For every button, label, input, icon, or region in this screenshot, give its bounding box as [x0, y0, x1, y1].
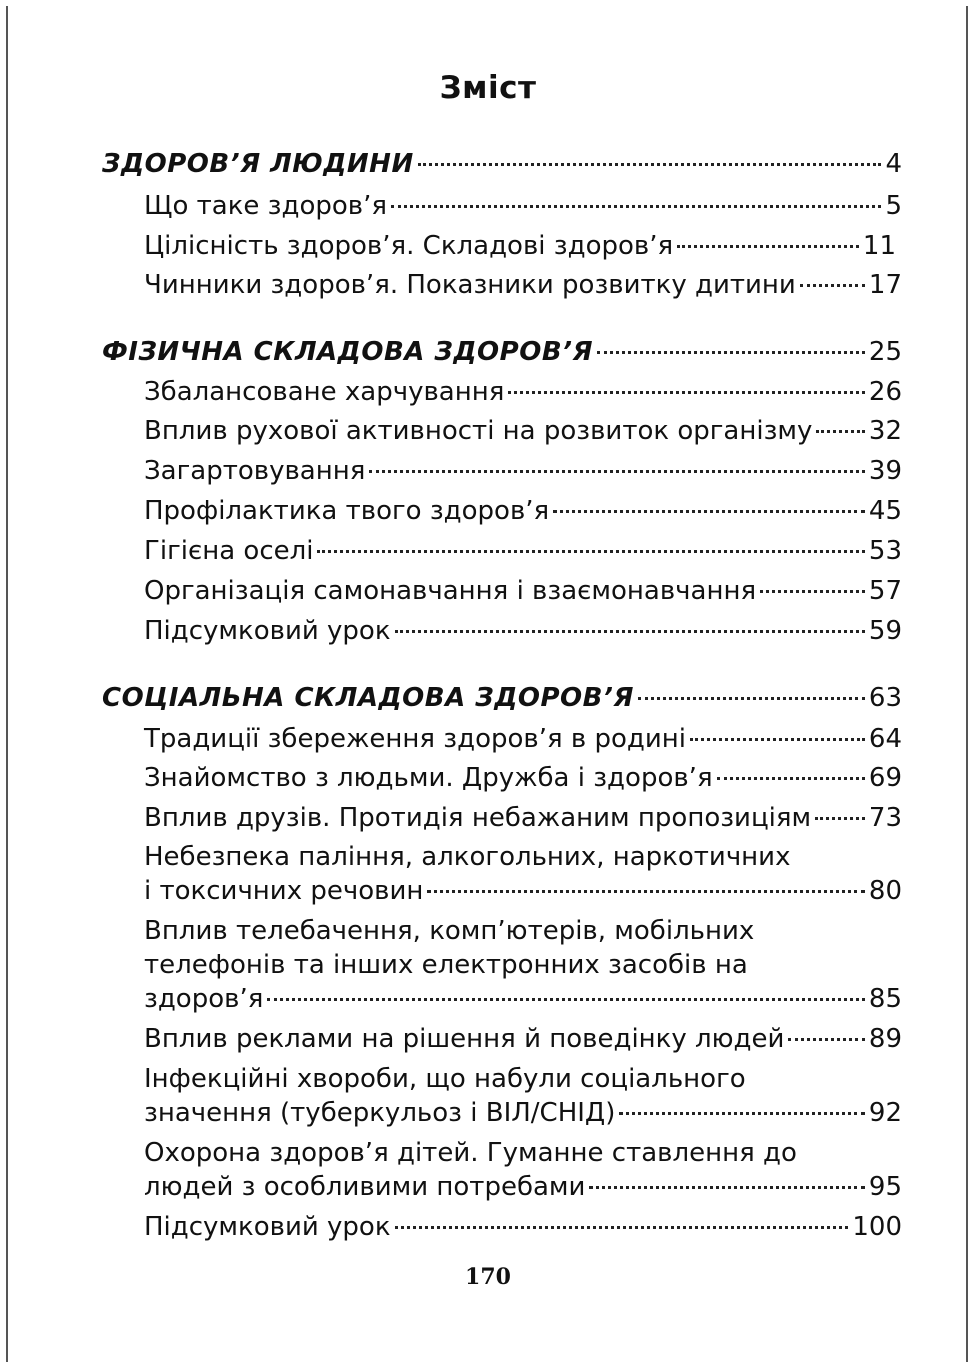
- section-title: ЗДОРОВ’Я ЛЮДИНИ: [102, 149, 414, 179]
- page-ref: 39: [868, 456, 902, 486]
- dot-leader: [717, 776, 865, 780]
- page-ref: 53: [868, 536, 902, 566]
- dot-leader: [395, 629, 865, 633]
- toc-item[interactable]: [144, 840, 902, 908]
- item-title: Вплив реклами на рішення й поведінку людей: [144, 1024, 785, 1054]
- page-ref: 17: [868, 270, 902, 300]
- item-title: Чинники здоров’я. Показники розвитку дитини: [144, 270, 796, 300]
- page-ref: 26: [868, 377, 902, 407]
- toc-item[interactable]: [144, 574, 902, 608]
- page-ref: 45: [868, 496, 902, 526]
- page-ref: 4: [885, 149, 902, 179]
- page-number: 170: [465, 1264, 511, 1290]
- dot-leader: [619, 1111, 865, 1115]
- dot-leader: [690, 737, 865, 741]
- item-title: людей з особливими потребами: [144, 1172, 586, 1202]
- dot-leader: [816, 429, 864, 433]
- toc-section[interactable]: [102, 335, 902, 369]
- dot-leader: [391, 204, 881, 208]
- page-ref: 63: [868, 683, 902, 713]
- section-title: СОЦІАЛЬНА СКЛАДОВА ЗДОРОВ’Я: [102, 683, 634, 713]
- item-title: значення (туберкульоз і ВІЛ/СНІД): [144, 1098, 616, 1128]
- page-ref: 100: [852, 1212, 902, 1242]
- dot-leader: [395, 1225, 849, 1229]
- item-title: Загартовування: [144, 456, 366, 486]
- page-ref: 85: [868, 984, 902, 1014]
- page-ref: 5: [885, 191, 902, 221]
- dot-leader: [677, 244, 859, 248]
- dot-leader: [369, 469, 865, 473]
- section-title: ФІЗИЧНА СКЛАДОВА ЗДОРОВ’Я: [102, 337, 594, 367]
- toc-item[interactable]: [144, 414, 902, 448]
- item-title-line: Вплив телебачення, комп’ютерів, мобільних: [144, 916, 755, 946]
- toc-title: Зміст: [439, 70, 537, 106]
- toc-section[interactable]: [102, 681, 902, 715]
- toc-item[interactable]: [144, 1210, 902, 1244]
- item-title: Що таке здоров’я: [144, 191, 388, 221]
- dot-leader: [317, 549, 864, 553]
- item-title-line: Охорона здоров’я дітей. Гуманне ставлення до: [144, 1138, 797, 1168]
- toc-item[interactable]: [144, 189, 902, 223]
- item-title: Традиції збереження здоров’я в родині: [144, 724, 686, 754]
- dot-leader: [760, 589, 865, 593]
- toc-item[interactable]: [144, 1136, 902, 1204]
- page-ref: 95: [868, 1172, 902, 1202]
- item-title: Цілісність здоров’я. Складові здоров’я: [144, 231, 674, 261]
- item-title-line: Небезпека паління, алкогольних, наркотичних: [144, 842, 791, 872]
- dot-leader: [638, 696, 865, 700]
- page-ref: 32: [868, 416, 902, 446]
- item-title: Підсумковий урок: [144, 616, 391, 646]
- dot-leader: [508, 390, 865, 394]
- toc-item[interactable]: [144, 534, 902, 568]
- page-ref: 80: [868, 876, 902, 906]
- item-title: Профілактика твого здоров’я: [144, 496, 550, 526]
- dot-leader: [418, 162, 882, 166]
- toc-section[interactable]: [102, 147, 902, 181]
- toc-item[interactable]: [144, 268, 902, 302]
- toc-item[interactable]: [144, 614, 902, 648]
- item-title-line: телефонів та інших електронних засобів на: [144, 950, 748, 980]
- toc-item[interactable]: [144, 494, 902, 528]
- page-ref: 69: [868, 763, 902, 793]
- dot-leader: [589, 1185, 864, 1189]
- toc-item[interactable]: [144, 229, 896, 263]
- page-ref: 25: [868, 337, 902, 367]
- item-title: Вплив друзів. Протидія небажаним пропозиціям: [144, 803, 812, 833]
- dot-leader: [800, 283, 865, 287]
- item-title: Організація самонавчання і взаємонавчання: [144, 576, 757, 606]
- dot-leader: [597, 350, 865, 354]
- page-ref: 73: [868, 803, 902, 833]
- page-ref: 92: [868, 1098, 902, 1128]
- item-title: Збалансоване харчування: [144, 377, 505, 407]
- toc-item[interactable]: [144, 761, 902, 795]
- toc-item[interactable]: [144, 801, 902, 835]
- page-ref: 11: [862, 231, 896, 261]
- item-title: Вплив рухової активності на розвиток організму: [144, 416, 813, 446]
- page-ref: 57: [868, 576, 902, 606]
- item-title: здоров’я: [144, 984, 264, 1014]
- page-ref: 89: [868, 1024, 902, 1054]
- page-ref: 64: [868, 724, 902, 754]
- dot-leader: [815, 816, 865, 820]
- dot-leader: [267, 997, 865, 1001]
- page-ref: 59: [868, 616, 902, 646]
- toc-item[interactable]: [144, 375, 902, 409]
- item-title: Підсумковий урок: [144, 1212, 391, 1242]
- dot-leader: [788, 1037, 865, 1041]
- toc-item[interactable]: [144, 722, 902, 756]
- item-title-line: Інфекційні хвороби, що набули соціального: [144, 1064, 746, 1094]
- item-title: і токсичних речовин: [144, 876, 424, 906]
- toc-item[interactable]: [144, 1062, 902, 1130]
- toc-item[interactable]: [144, 914, 902, 1016]
- item-title: Знайомство з людьми. Дружба і здоров’я: [144, 763, 713, 793]
- dot-leader: [553, 509, 865, 513]
- item-title: Гігієна оселі: [144, 536, 314, 566]
- dot-leader: [427, 889, 865, 893]
- toc-item[interactable]: [144, 454, 902, 488]
- toc-item[interactable]: [144, 1022, 902, 1056]
